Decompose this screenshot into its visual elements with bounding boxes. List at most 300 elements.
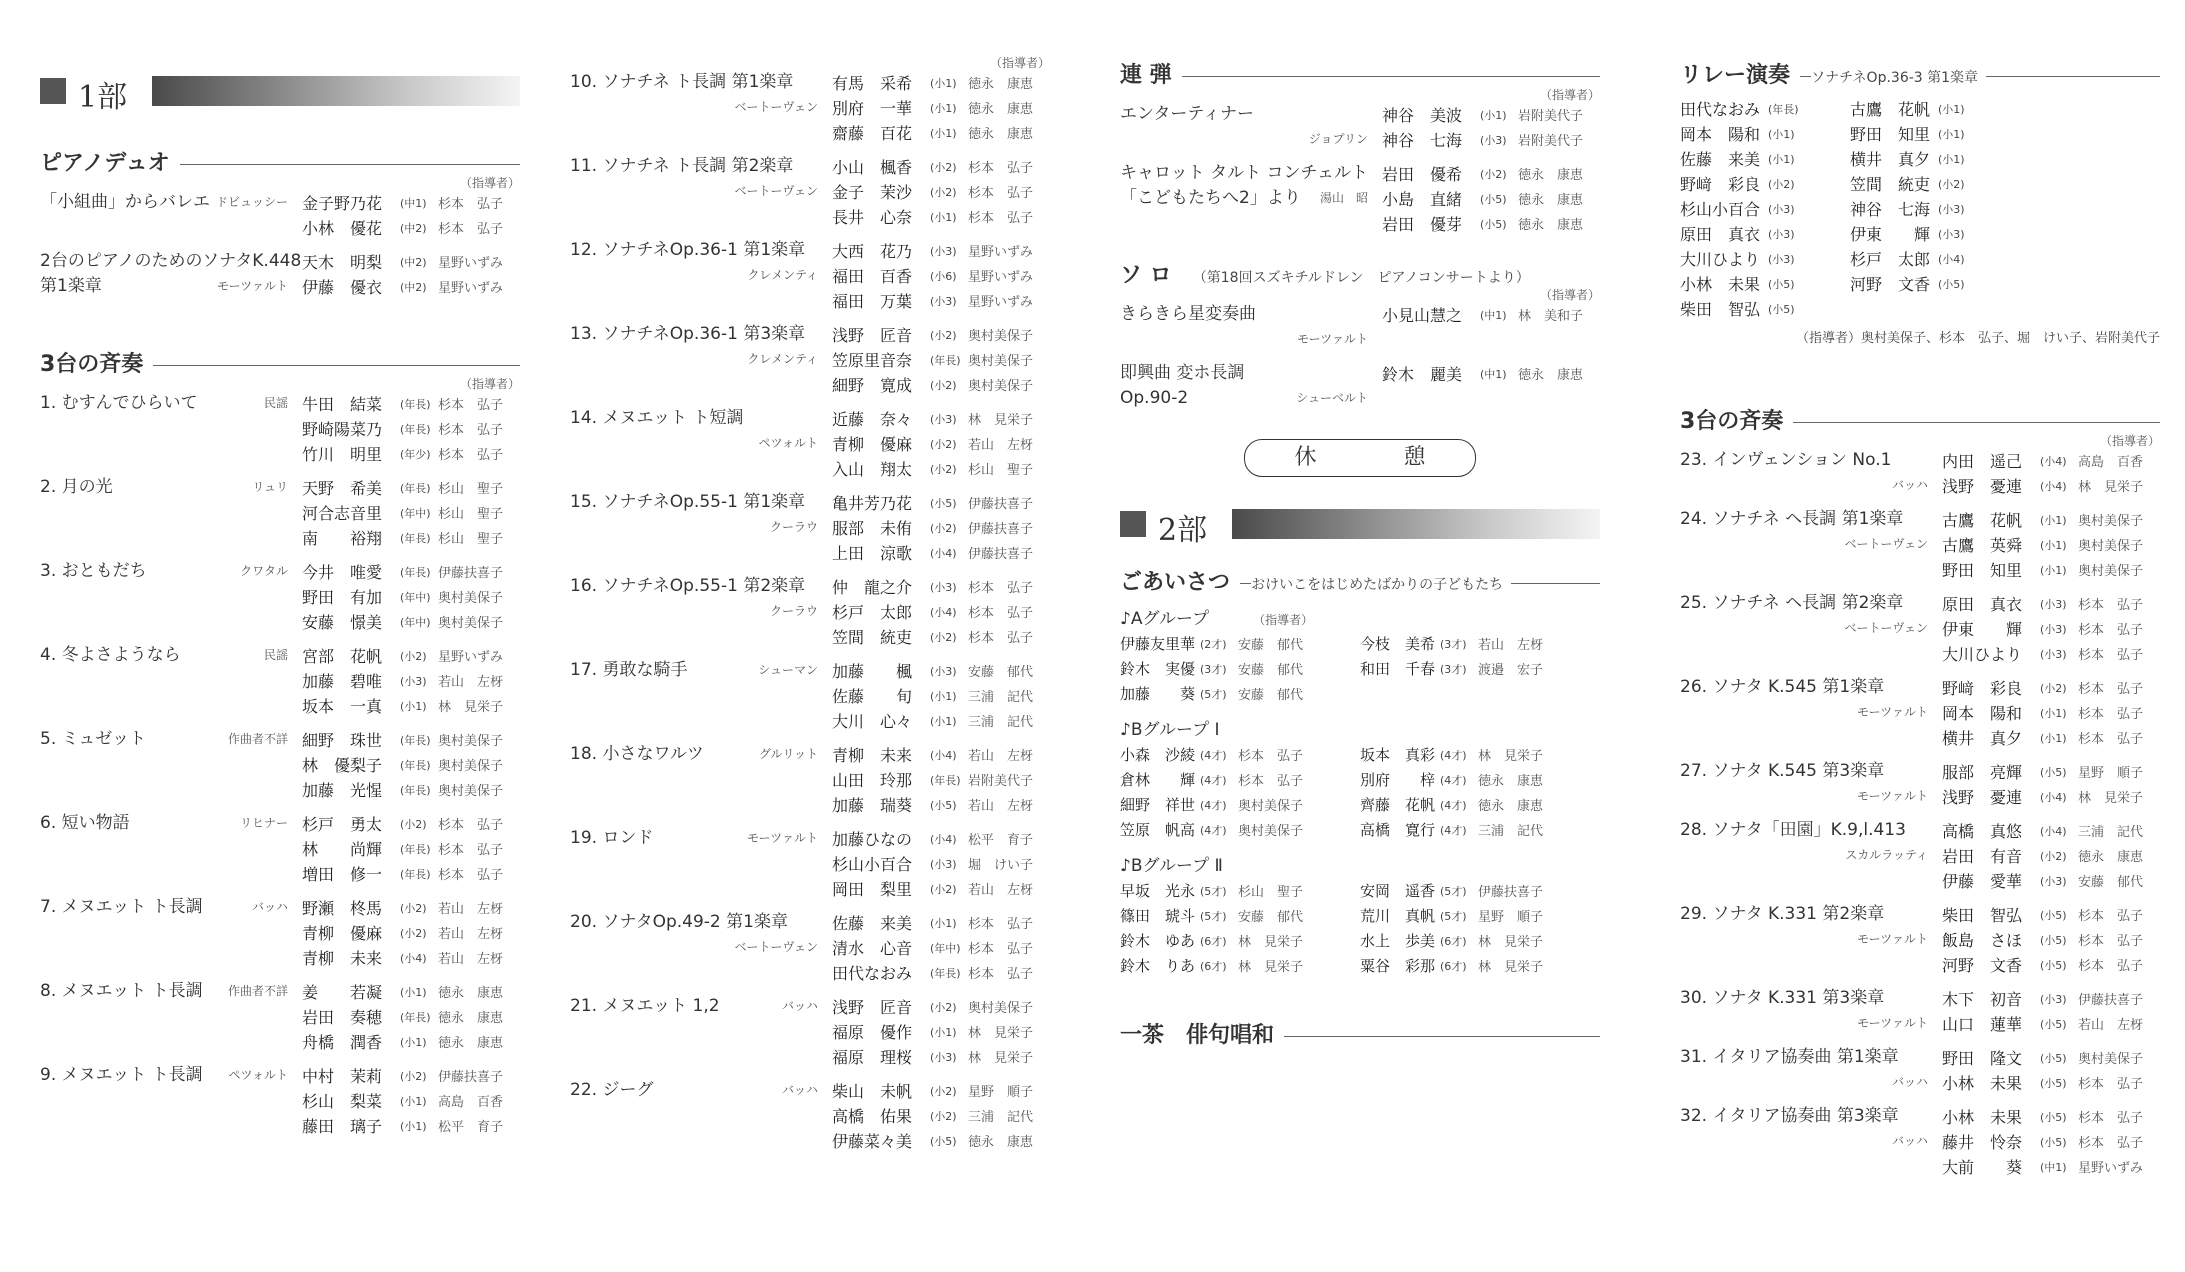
performer-row (832, 1044, 1050, 1069)
performer-grade: (小1) (930, 916, 957, 930)
piece-info (1680, 1104, 1942, 1154)
performer-name: 林 優梨子 (302, 756, 383, 775)
ensemble3-header (1680, 404, 2160, 434)
performer-name: 入山 翔太 (832, 460, 913, 479)
performer-grade: (小5) (1768, 302, 1795, 316)
performer-row (1360, 817, 1600, 842)
piece-title: 20. ソナタOp.49-2 第1楽章 (570, 912, 788, 932)
composer: ペツォルト (758, 436, 818, 450)
square-marker (40, 78, 66, 104)
performer-grade: (小1) (1938, 152, 1965, 166)
piece-title: 12. ソナチネOp.36-1 第1楽章 (570, 240, 806, 260)
teacher-name: 伊藤扶喜子 (2078, 993, 2144, 1008)
performer-grade: (小4) (930, 748, 957, 762)
program-entry (40, 559, 520, 634)
performer-row (1942, 616, 2160, 641)
performer-row (832, 683, 1050, 708)
performer-grade: (年長) (400, 783, 431, 797)
performer-row (1942, 952, 2160, 977)
performer-row (1942, 759, 2160, 784)
relay-performer (1680, 296, 1850, 321)
performer-list (1382, 161, 1600, 236)
part1-header (40, 72, 520, 115)
composer: 民謡 (263, 648, 288, 662)
teacher-name: 奥村美保子 (438, 591, 504, 606)
teacher-name: 杉本 弘子 (438, 398, 504, 413)
group-right (1360, 878, 1600, 978)
composer: クレメンティ (747, 268, 818, 282)
performer-row (302, 190, 520, 215)
teacher-name: 杉本 弘子 (2078, 1077, 2144, 1092)
performer-name: 早坂 光永 (1120, 882, 1196, 900)
performer-name: 伊藤 愛華 (1942, 872, 2023, 891)
performer-name: 今井 唯愛 (302, 563, 383, 582)
column-4 (1680, 58, 2160, 1258)
performer-grade: (小3) (930, 294, 957, 308)
performer-grade: (小2) (400, 817, 427, 831)
performer-row (302, 1088, 520, 1113)
piece-title: 5. ミュゼット (40, 729, 146, 749)
performer-grade: (3才) (1440, 662, 1467, 676)
performer-grade: (小1) (930, 689, 957, 703)
teacher-name: 杉本 弘子 (968, 631, 1034, 646)
piece-line (40, 559, 302, 584)
performer-row (302, 1004, 520, 1029)
teacher-name: 伊藤扶喜子 (1478, 885, 1544, 900)
ensemble-header (40, 347, 520, 377)
composer: 民謡 (263, 396, 288, 410)
performer-row (1120, 681, 1360, 706)
performer-name: 佐藤 来美 (1680, 150, 1761, 169)
performer-name: 古鷹 花帆 (1850, 100, 1931, 119)
relay-performer (1850, 221, 2020, 246)
relay-performer (1680, 171, 1850, 196)
performer-row (302, 693, 520, 718)
performer-row (302, 752, 520, 777)
performer-grade: (4才) (1440, 773, 1467, 787)
performer-grade: (小3) (2040, 622, 2067, 636)
performer-row (302, 811, 520, 836)
performer-grade: (小2) (400, 1069, 427, 1083)
performer-name: 大前 葵 (1942, 1158, 2023, 1177)
performer-name: 岩田 奏穂 (302, 1008, 383, 1027)
performer-name: 笠原里音奈 (832, 351, 913, 370)
performer-name: 高橋 佑果 (832, 1107, 913, 1126)
teacher-name: 林 見栄子 (1238, 960, 1304, 975)
performer-name: 原田 真衣 (1680, 225, 1761, 244)
performer-name: 岩田 優希 (1382, 165, 1463, 184)
performer-grade: (小1) (930, 714, 957, 728)
director-label: （指導者） (459, 377, 520, 391)
performer-grade: (小2) (930, 437, 957, 451)
performer-grade: (小1) (2040, 563, 2067, 577)
performer-row (832, 708, 1050, 733)
performer-grade: (小3) (1768, 252, 1795, 266)
performer-list (302, 559, 520, 634)
teacher-name: 林 美和子 (1518, 309, 1584, 324)
teacher-name: 徳永 康恵 (1518, 368, 1584, 383)
performer-row (1942, 868, 2160, 893)
performer-name: 野田 知里 (1942, 561, 2023, 580)
performer-name: 岡本 陽和 (1680, 125, 1761, 144)
performer-row (1942, 725, 2160, 750)
performer-name: 原田 真衣 (1942, 595, 2023, 614)
composer: グルリット (758, 747, 818, 761)
piece-info (40, 811, 302, 836)
performer-row (832, 95, 1050, 120)
performer-name: 青柳 優麻 (302, 924, 383, 943)
performer-name: 長井 心奈 (832, 208, 913, 227)
performer-grade: (6才) (1440, 959, 1467, 973)
performer-name: 河野 文香 (1850, 275, 1931, 294)
performer-grade: (小2) (930, 185, 957, 199)
piece-title: 4. 冬よさようなら (40, 645, 181, 665)
program-entry (570, 574, 1050, 649)
program-entry (570, 910, 1050, 985)
ensemble-list-2 (570, 70, 1050, 1153)
performer-grade: (5才) (1200, 687, 1227, 701)
performer-row (302, 215, 520, 240)
teacher-name: 杉本 弘子 (438, 197, 504, 212)
performer-grade: (小1) (2040, 538, 2067, 552)
program-entry (40, 895, 520, 970)
performer-grade: (小5) (2040, 1051, 2067, 1065)
performer-grade: (年長) (400, 842, 431, 856)
performer-name: 別府 一華 (832, 99, 913, 118)
ensemble-list-3 (1680, 448, 2160, 1179)
ensemble-list (40, 391, 520, 1138)
performer-name: 杉山小百合 (832, 855, 913, 874)
teacher-name: 星野いずみ (968, 270, 1034, 285)
performer-name: 青柳 未来 (832, 746, 913, 765)
program-entry (40, 1063, 520, 1138)
performer-row (1120, 817, 1360, 842)
performer-name: 荒川 真帆 (1360, 907, 1436, 925)
performer-grade: (小5) (2040, 958, 2067, 972)
solo-list (1120, 302, 1600, 411)
piece-info (40, 559, 302, 584)
teacher-name: 杉本 弘子 (2078, 648, 2144, 663)
performer-grade: (小2) (930, 462, 957, 476)
relay-performer (1850, 196, 2020, 221)
performer-grade: (4才) (1440, 798, 1467, 812)
performer-row (1120, 767, 1360, 792)
program-entry (570, 238, 1050, 313)
teacher-name: 若山 左枒 (968, 883, 1034, 898)
teacher-name: 杉本 弘子 (1238, 774, 1304, 789)
performer-grade: (年長) (930, 353, 961, 367)
piece-info (1120, 161, 1382, 211)
performer-row (302, 584, 520, 609)
performer-list (302, 391, 520, 466)
performer-name: 河合志音里 (302, 504, 383, 523)
performer-grade: (小3) (2040, 874, 2067, 888)
performer-list (302, 1063, 520, 1138)
performer-grade: (年長) (400, 397, 431, 411)
performer-list (1942, 759, 2160, 809)
composer: モーツァルト (1857, 705, 1928, 719)
performer-row (1360, 792, 1600, 817)
performer-name: 横井 真夕 (1942, 729, 2023, 748)
composer: モーツァルト (1297, 332, 1368, 346)
performer-list (302, 475, 520, 550)
piece-title: 21. メヌエット 1,2 (570, 996, 720, 1016)
performer-row (832, 540, 1050, 565)
piece-info (570, 490, 832, 540)
performer-name: 服部 亮輝 (1942, 763, 2023, 782)
piece-info (570, 238, 832, 288)
performer-grade: (年長) (400, 733, 431, 747)
performer-row (832, 456, 1050, 481)
performer-row (832, 876, 1050, 901)
performer-row (302, 945, 520, 970)
performer-name: 笠原 帆高 (1120, 821, 1196, 839)
performer-name: 姜 若凝 (302, 983, 383, 1002)
piece-info (570, 322, 832, 372)
performer-row (832, 322, 1050, 347)
teacher-name: 杉本 弘子 (2078, 909, 2144, 924)
solo-subtitle: （第18回スズキチルドレン ピアノコンサートより） (1193, 270, 1538, 286)
teacher-name: 杉本 弘子 (2078, 1136, 2144, 1151)
performer-grade: (小5) (2040, 1017, 2067, 1031)
performer-name: 鈴木 麗美 (1382, 365, 1463, 384)
relay-performer (1850, 171, 2020, 196)
performer-name: 福田 百香 (832, 267, 913, 286)
performer-row (302, 836, 520, 861)
gradient-bar (152, 76, 520, 106)
teacher-name: 杉本 弘子 (1238, 749, 1304, 764)
group-members (1120, 631, 1600, 706)
teacher-name: 若山 左枒 (968, 749, 1034, 764)
program-entry (570, 70, 1050, 145)
performer-grade: (小3) (1768, 227, 1795, 241)
performer-row (1942, 1045, 2160, 1070)
piece-subtitle: 第1楽章 (40, 276, 102, 296)
performer-grade: (年長) (400, 531, 431, 545)
performer-row (1942, 818, 2160, 843)
performer-row (832, 910, 1050, 935)
performer-name: 安藤 憬美 (302, 613, 383, 632)
rendan-header (1120, 58, 1600, 88)
teacher-name: 高島 百香 (2078, 455, 2144, 470)
performer-name: 亀井芳乃花 (832, 494, 913, 513)
piece-line (40, 1063, 302, 1088)
performer-name: 林 尚輝 (302, 840, 383, 859)
performer-grade: (小3) (930, 244, 957, 258)
performer-name: 金子野乃花 (302, 194, 383, 213)
group-right (1360, 631, 1600, 706)
performer-grade: (5才) (1440, 909, 1467, 923)
composer: モーツァルト (1857, 932, 1928, 946)
performer-row (1120, 656, 1360, 681)
program-entry (1680, 1045, 2160, 1095)
performer-name: 浅野 匠音 (832, 998, 913, 1017)
teacher-name: 渡邉 宏子 (1478, 663, 1544, 678)
performer-name: 近藤 奈々 (832, 410, 913, 429)
performer-grade: (年中) (930, 941, 961, 955)
performer-name: 内田 遥己 (1942, 452, 2023, 471)
piece-title: 19. ロンド (570, 828, 654, 848)
performer-row (1120, 903, 1360, 928)
piece-title: 7. メヌエット ト長調 (40, 897, 203, 917)
teacher-name: 堀 けい子 (968, 858, 1034, 873)
performer-grade: (4才) (1440, 748, 1467, 762)
piece-info (570, 70, 832, 120)
performer-name: 粟谷 彩那 (1360, 957, 1436, 975)
performer-name: 鈴木 ゆあ (1120, 932, 1196, 950)
column-3 (1120, 58, 1600, 1258)
performer-grade: (小1) (400, 1094, 427, 1108)
piece-info (570, 154, 832, 204)
performer-grade: (小2) (930, 630, 957, 644)
composer: バッハ (1891, 1075, 1928, 1089)
performer-name: 服部 未侑 (832, 519, 913, 538)
performer-list (1942, 986, 2160, 1036)
teacher-name: 林 見栄子 (968, 1051, 1034, 1066)
performer-name: 加藤 光惺 (302, 781, 383, 800)
performer-name: 齋藤 百花 (832, 124, 913, 143)
performer-grade: (年長) (400, 1010, 431, 1024)
teacher-name: 奥村美保子 (2078, 539, 2144, 554)
gradient-bar (1232, 509, 1600, 539)
performer-list (832, 1078, 1050, 1153)
teacher-name: 林 見栄子 (2078, 791, 2144, 806)
performer-name: 岩田 優芽 (1382, 215, 1463, 234)
performer-name: 野崎陽菜乃 (302, 420, 383, 439)
performer-name: 野田 知里 (1850, 125, 1931, 144)
performer-grade: (小4) (930, 546, 957, 560)
program-entry (1120, 102, 1600, 152)
performer-grade: (小5) (2040, 908, 2067, 922)
performer-name: 野瀬 柊馬 (302, 899, 383, 918)
performer-grade: (小3) (1768, 202, 1795, 216)
piece-title: 29. ソナタ K.331 第2楽章 (1680, 904, 1885, 924)
performer-row (302, 727, 520, 752)
performer-grade: (小3) (1480, 133, 1507, 147)
performer-list (302, 643, 520, 718)
performer-row (832, 431, 1050, 456)
teacher-name: 安藤 郁代 (1238, 910, 1304, 925)
performer-name: 鈴木 実優 (1120, 660, 1196, 678)
performer-list (302, 895, 520, 970)
performer-name: 田代なおみ (832, 964, 913, 983)
performer-row (1382, 211, 1600, 236)
teacher-name: 星野いずみ (438, 256, 504, 271)
piece-line (570, 1078, 832, 1103)
teacher-name: 伊藤扶喜子 (968, 547, 1034, 562)
performer-grade: (小1) (2040, 731, 2067, 745)
composer: 作曲者不詳 (227, 984, 288, 998)
teacher-name: 徳永 康恵 (968, 77, 1034, 92)
performer-row (1942, 1104, 2160, 1129)
performer-grade: (小5) (2040, 1110, 2067, 1124)
performer-name: 小見山慧之 (1382, 306, 1463, 325)
performer-list (832, 574, 1050, 649)
piece-line (40, 895, 302, 920)
piece-title: 30. ソナタ K.331 第3楽章 (1680, 988, 1885, 1008)
performer-list (1942, 818, 2160, 893)
performer-grade: (小3) (930, 580, 957, 594)
performer-name: 笠間 統吏 (832, 628, 913, 647)
piece-info (40, 1063, 302, 1088)
teacher-name: 奥村美保子 (438, 616, 504, 631)
part2-header (1120, 505, 1600, 548)
performer-grade: (年長) (930, 966, 961, 980)
haiku-title: 一茶 俳句唱和 (1120, 1023, 1284, 1048)
performer-name: 小山 楓香 (832, 158, 913, 177)
teacher-name: 若山 左枒 (438, 927, 504, 942)
performer-grade: (小4) (400, 951, 427, 965)
performer-grade: (小2) (400, 926, 427, 940)
piece-info (1120, 102, 1382, 152)
performer-row (1942, 675, 2160, 700)
program-entry (570, 1078, 1050, 1153)
composer: ペツォルト (228, 1068, 288, 1082)
performer-row (1942, 1154, 2160, 1179)
teacher-name: 三浦 記代 (2078, 825, 2144, 840)
performer-name: 上田 涼歌 (832, 544, 913, 563)
performer-grade: (小4) (930, 832, 957, 846)
performer-row (1942, 986, 2160, 1011)
piece-info (1680, 902, 1942, 952)
teacher-name: 徳永 康恵 (1518, 218, 1584, 233)
composer: シューマン (758, 663, 818, 677)
teacher-name: 星野いずみ (438, 650, 504, 665)
performer-row (832, 179, 1050, 204)
piece-info (1680, 986, 1942, 1036)
performer-grade: (3才) (1440, 637, 1467, 651)
performer-row (1382, 127, 1600, 152)
performer-name: 横井 真夕 (1850, 150, 1931, 169)
performer-grade: (小4) (2040, 454, 2067, 468)
piece-line (40, 274, 302, 299)
piece-line (40, 643, 302, 668)
piece-info (1680, 448, 1942, 498)
teacher-name: 奥村美保子 (1238, 799, 1304, 814)
performer-row (302, 643, 520, 668)
performer-name: 杉山小百合 (1680, 200, 1761, 219)
performer-name: 有馬 采希 (832, 74, 913, 93)
performer-grade: (小1) (400, 1119, 427, 1133)
performer-name: 山田 玲那 (832, 771, 913, 790)
program-entry (40, 979, 520, 1054)
performer-list (832, 322, 1050, 397)
performer-grade: (小3) (930, 664, 957, 678)
performer-name: 細野 寛成 (832, 376, 913, 395)
piece-title: エンターティナー (1120, 104, 1254, 124)
teacher-name: 三浦 記代 (968, 690, 1034, 705)
performer-name: 田代なおみ (1680, 100, 1761, 119)
performer-name: 野田 隆文 (1942, 1049, 2023, 1068)
composer: ベートーヴェン (734, 184, 818, 198)
piece-line (570, 742, 832, 767)
performer-list (832, 742, 1050, 817)
ensemble-title: 3台の斉奏 (40, 352, 153, 377)
performer-row (1942, 591, 2160, 616)
piece-line (40, 475, 302, 500)
teacher-name: 徳永 康恵 (968, 1135, 1034, 1150)
performer-list (1942, 507, 2160, 582)
teacher-name: 杉山 聖子 (1238, 885, 1304, 900)
composer: モーツァルト (747, 831, 818, 845)
performer-name: 佐藤 旬 (832, 687, 913, 706)
performer-row (302, 441, 520, 466)
relay-performer (1850, 121, 2020, 146)
performer-row (1360, 903, 1600, 928)
performer-grade: (小2) (930, 328, 957, 342)
teacher-name: 奥村美保子 (968, 354, 1034, 369)
composer: バッハ (251, 900, 288, 914)
